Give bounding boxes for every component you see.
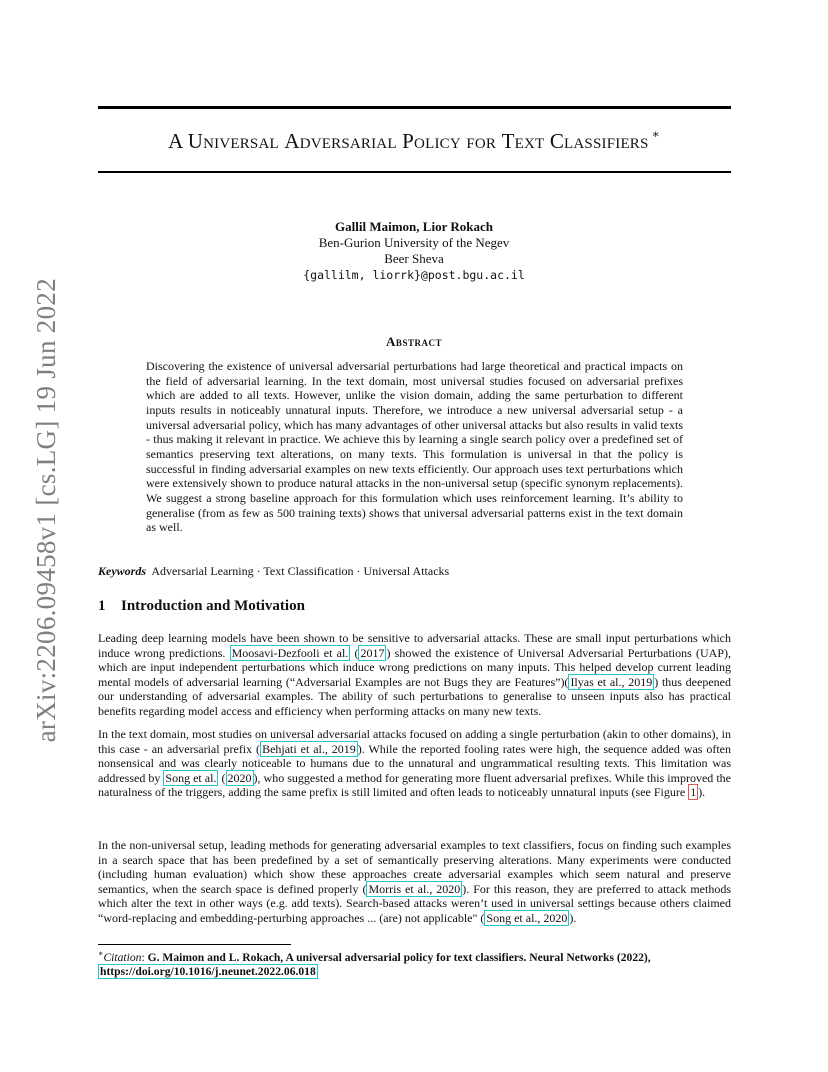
keywords-text: Adversarial Learning · Text Classification · Universal Attacks — [151, 564, 450, 578]
citation-link[interactable]: 2017 — [360, 645, 385, 660]
author-affiliation: Ben-Gurion University of the Negev — [318, 235, 510, 250]
citation-link[interactable]: Morris et al., 2020 — [368, 881, 461, 896]
section-heading — [98, 598, 305, 615]
section-number: 1 — [98, 598, 106, 614]
abstract-heading: Abstract — [386, 334, 442, 349]
paper-title: A Universal Adversarial Policy for Text Classifiers ∗ — [168, 127, 660, 153]
footnote-mark: ∗ — [98, 949, 104, 958]
keywords-label: Keywords — [98, 564, 146, 578]
citation-link[interactable]: Moosavi-Dezfooli et al. — [231, 645, 349, 660]
keywords-line — [98, 564, 449, 579]
section-title: Introduction and Motivation — [121, 598, 305, 614]
title-footnote-mark: ∗ — [651, 127, 660, 141]
citation-link[interactable]: Song et al. — [165, 770, 217, 785]
paragraph-3: In the non-universal setup, leading methods for generating adversarial examples to text classifiers, focus on finding such examples in a search space that has been predefined by a set of semantically preserving alterations. Many experiments were conducted (including human evaluation) which show these approaches create adversarial examples which seem natural and preserve semantics, when the search space is defined properly ( Morris et al., 2020 ). For this reason, they are preferred to attack methods which alter the text in other ways (e.g. add texts). Search-based attacks weren’t used in universal settings because others claimed “word-replacing and embedding-perturbing approaches ... (are) not applicable" ( Song et al., 2020 ). — [98, 838, 731, 925]
paragraph-1: Leading deep learning models have been shown to be sensitive to adversarial attacks. These are small input perturbations which induce wrong predictions. Moosavi-Dezfooli et al. ( 2017 ) showed the existence of Universal Adversarial Perturbations (UAP), which are input independent perturbations which induce wrong predictions on many inputs. This helped develop current leading mental models of adversarial learning (“Adversarial Examples are not Bugs they are Features”)( Ilyas et al., 2019 ) thus deepened our understanding of adversarial examples. The ability of such perturbations to generalise to unseen inputs also has practical benefits regarding model access and efficiency when performing attacks on many new texts. — [98, 631, 731, 718]
author-block — [0, 219, 828, 283]
footnote-rule — [98, 944, 291, 945]
citation-link[interactable]: Ilyas et al., 2019 — [570, 674, 653, 689]
citation-link[interactable]: 2020 — [227, 770, 252, 785]
figure-ref-link[interactable]: 1 — [690, 785, 697, 800]
paragraph-2: In the text domain, most studies on universal adversarial attacks focused on adding a single perturbation (akin to other domains), in this case - an adversarial prefix ( Behjati et al., 2019 ). While the reported fooling rates were high, the sequence added was often nonsensical and was clearly noticeable to humans due to the unnatural and ungrammatical resulting texts. This limitation was addressed by Song et al. ( 2020 ), who suggested a method for generating more fluent adversarial prefixes. While this improved the naturalness of the triggers, adding the same prefix is still limited and often leads to noticeably unnatural inputs (see Figure 1 ). — [98, 727, 732, 800]
author-city: Beer Sheva — [384, 251, 444, 266]
footnote-citation-text: G. Maimon and L. Rokach, A universal adversarial policy for text classifiers. Neural Networks (2022), — [147, 950, 651, 964]
author-names: Gallil Maimon, Lior Rokach — [335, 219, 493, 234]
doi-link[interactable]: https://doi.org/10.1016/j.neunet.2022.06.018 — [100, 965, 316, 979]
abstract-body: Discovering the existence of universal adversarial perturbations had large theoretical and practical impacts on the field of adversarial learning. In the text domain, most universal studies focused on adversarial prefixes which are added to all texts. However, unlike the vision domain, adding the same perturbation to different inputs results in noticeably unnatural inputs. Therefore, we introduce a new universal adversarial setup - a universal adversarial policy, which has many advantages of other universal attacks but also results in valid texts - thus making it relevant in practice. We achieve this by learning a single search policy over a predefined set of semantics preserving text alterations, on many texts. This formulation is universal in that the policy is successful in finding adversarial examples on new texts efficiently. Our approach uses text perturbations which were extensively shown to produce natural attacks in the non-universal setup (specific synonym replacements). We suggest a strong baseline approach for this formulation which uses reinforcement learning. It’s ability to generalise (from as few as 500 training texts) shows that universal adversarial patterns exist in the text domain as well. — [146, 359, 683, 535]
author-email: {gallilm, liorrk}@post.bgu.ac.il — [303, 268, 525, 282]
footnote-label: Citation — [103, 950, 142, 964]
footnote: ∗Citation: G. Maimon and L. Rokach, A universal adversarial policy for text classifiers. Neural Networks (2022), https://doi.org/10.1016/j.neunet.2022.06.018 — [98, 949, 651, 979]
title-rule-bottom — [98, 171, 731, 173]
citation-link[interactable]: Song et al., 2020 — [486, 910, 568, 925]
citation-link[interactable]: Behjati et al., 2019 — [262, 741, 356, 756]
title-rule-top — [98, 106, 731, 109]
arxiv-stamp: arXiv:2206.09458v1 [cs.LG] 19 Jun 2022 — [30, 277, 61, 743]
